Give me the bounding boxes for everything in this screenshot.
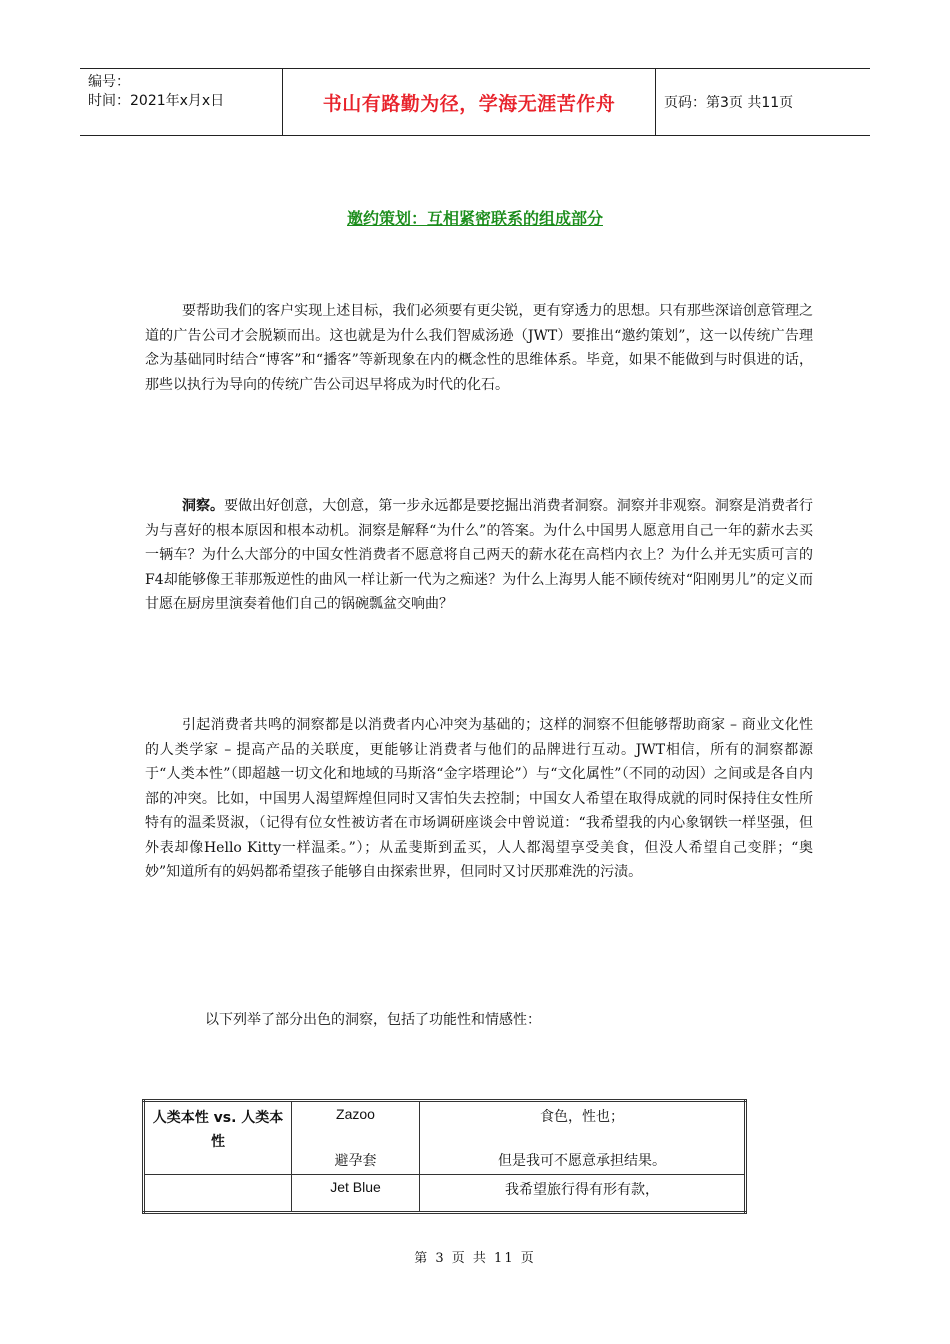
table-cell-brand <box>292 1101 420 1175</box>
section-title: 邀约策划：互相紧密联系的组成部分 <box>346 209 603 228</box>
paragraph-1: 要帮助我们的客户实现上述目标，我们必须要有更尖锐，更有穿透力的思想。只有那些深谙创意管理之道的广告公司才会脱颖而出。这也就是为什么我们智威汤逊（JWT）要推出“邀约策划”，这一以传统广告理念为基础同时结合“博客”和“播客”等新现象在内的概念性的思维体系。毕竟，如果不能做到与时俱进的话，那些以执行为导向的传统广告公司迟早将成为时代的化石。 <box>145 303 813 393</box>
insight-line-2: 但是我可不愿意承担结果。 <box>498 1153 666 1169</box>
document-time-label: 时间：2021年x月x日 <box>88 93 225 109</box>
table-cell-category: 人类本性 vs. 人类本性 <box>144 1101 292 1175</box>
table-cell-insight <box>420 1101 746 1175</box>
brand-name: Zazoo <box>336 1106 375 1122</box>
insight-line-1: 食色，性也； <box>540 1109 624 1125</box>
table-cell-category <box>144 1175 292 1213</box>
insights-table <box>142 1099 747 1214</box>
brand-product: 避孕套 <box>334 1152 377 1168</box>
paragraph-4: 以下列举了部分出色的洞察，包括了功能性和情感性： <box>205 1012 541 1028</box>
table-row <box>144 1101 746 1175</box>
paragraph-2 <box>145 494 813 617</box>
paragraph-2-lead: 洞察。 <box>182 498 225 514</box>
header-page-info: 页码：第3页 共11页 <box>664 95 794 111</box>
table-row <box>144 1175 746 1213</box>
page-footer: 第 3 页 共 11 页 <box>414 1251 536 1266</box>
table-cell-insight: 我希望旅行得有形有款， <box>420 1175 746 1213</box>
page-header <box>80 68 870 136</box>
header-meta <box>80 69 283 135</box>
paragraph-3: 引起消费者共鸣的洞察都是以消费者内心冲突为基础的；这样的洞察不但能够帮助商家 – 商业文化性的人类学家 – 提高产品的关联度，更能够让消费者与他们的品牌进行互动。JWT相信，所有的洞察都源于“人类本性”（即超越一切文化和地域的马斯洛“金字塔理论”）与“文化属性”（不同的动因）之间或是各自内部的冲突。比如，中国男人渴望辉煌但同时又害怕失去控制；中国女人希望在取得成就的同时保持住女性所特有的温柔贤淑，（记得有位女性被访者在市场调研座谈会中曾说道：“我希望我的内心象钢铁一样坚强，但外表却像Hello Kitty一样温柔。”）；从孟斐斯到孟买，人人都渴望享受美食，但没人希望自己变胖；“奥妙”知道所有的妈妈都希望孩子能够自由探索世界，但同时又讨厌那难洗的污渍。 <box>145 717 813 880</box>
paragraph-2-body: 要做出好创意，大创意，第一步永远都是要挖掘出消费者洞察。洞察并非观察。洞察是消费者行为与喜好的根本原因和根本动机。洞察是解释“为什么”的答案。为什么中国男人愿意用自己一年的薪水去买一辆车？为什么大部分的中国女性消费者不愿意将自己两天的薪水花在高档内衣上？为什么并无实质可言的F4却能够像王菲那叛逆性的曲风一样让新一代为之痴迷？为什么上海男人能不顾传统对“阳刚男儿”的定义而甘愿在厨房里演奏着他们自己的锅碗瓢盆交响曲？ <box>145 498 814 612</box>
table-cell-brand: Jet Blue <box>292 1175 420 1213</box>
document-number-label: 编号： <box>88 74 130 90</box>
header-motto: 书山有路勤为径，学海无涯苦作舟 <box>283 69 656 135</box>
